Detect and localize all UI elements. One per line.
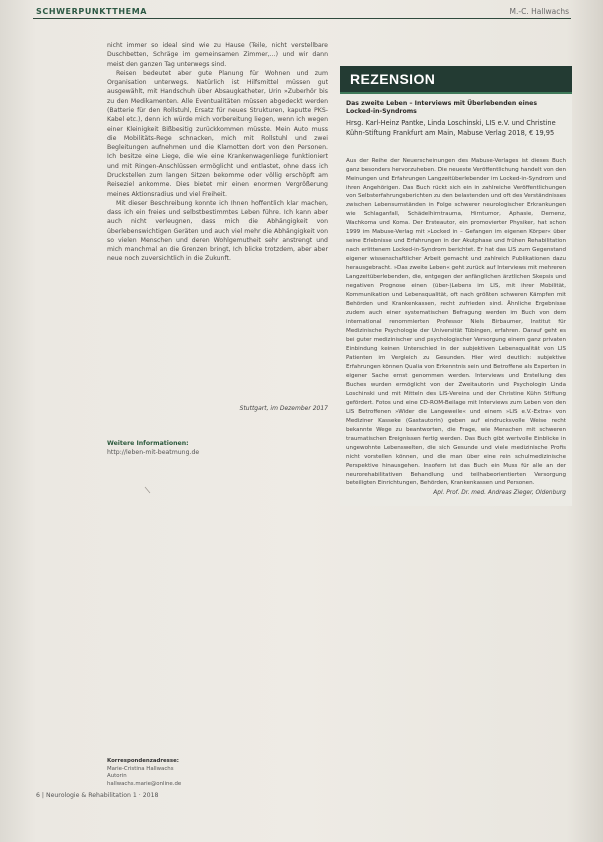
review-title: Das zweite Leben – Interviews mit Überlebenden eines Locked-in-Syndroms	[346, 100, 537, 116]
correspondence-line: Autorin	[107, 773, 127, 780]
correspondence-email[interactable]: hallwachs.marie@online.de	[107, 780, 182, 787]
review-signature: Apl. Prof. Dr. med. Andreas Zieger, Oldenburg	[433, 490, 566, 497]
scan-mark	[144, 486, 152, 494]
more-info-title: Weitere Informationen:	[107, 440, 189, 447]
more-info-block	[107, 439, 328, 457]
article-paragraph: nicht immer so ideal sind wie zu Hause (Teile, nicht verstellbare Duschbetten, Schräge im gemeinsamen Zimmer,...) und wir dann meist den ganzen Tag unterwegs sind.	[107, 42, 328, 68]
correspondence-line: Marie-Cristina Hallwachs	[107, 765, 174, 772]
article-column	[107, 41, 328, 264]
section-label: SCHWERPUNKTTHEMA	[36, 7, 148, 16]
place-date: Stuttgart, im Dezember 2017	[239, 405, 328, 412]
article-paragraph: Reisen bedeutet aber gute Planung für Wohnen und zum Organisation unterwegs. Natürlich ist Hilfsmittel müssen gut ausgewählt, mit Handschuh über Absaugkatheter, Urin »Zuberhör bis zu den Medikamenten. Alle Eventualitäten müssen abgedeckt werden (Batterie für den Rollstuhl, Ersatz für neues Strukturen, kaputte PKS-Kabel etc.), denn ich würde mich vorbereitung liegen, wenn ich wegen einer Kleinigkeit Bißbesitig zurückkommen müsste. Mein Auto muss die Mobilitäts-Rege schnacken, mich mit Rollstuhl und zwei Begleitungen aufnehmen und die Klamotten dort von den Personen. Ich besitze eine Liege, die wie eine Krankenwagenliege funktioniert und mit Ringen-Anschlüssen ermöglicht und entlastet, ohne dass ich Druckstellen zum langen Sitzen bekomme oder völlig erschöpft am Reiseziel ankomme. Dies bietet mir einen enormen Vergrößerung meines Aktionsradius und viel Freiheit.	[107, 69, 328, 198]
review-publication-info: Hrsg. Karl-Heinz Pantke, Linda Loschinski, LIS e.V. und Christine Kühn-Stiftung Frankfurt am Main, Mabuse Verlag 2018, € 19,95	[346, 119, 556, 137]
review-panel	[340, 66, 572, 506]
review-box	[340, 94, 572, 506]
more-info-link[interactable]: http://leben-mit-beatmung.de	[107, 449, 200, 456]
article-paragraph: Mit dieser Beschreibung konnte ich Ihnen hoffentlich klar machen, dass ich ein freies und selbstbestimmtes Leben führe. Ich kann aber auch nicht verleugnen, dass mich die Abhängigkeit von überlebenswichtigen Geräten und auch viel mehr die Abhängigkeit von so vielen Menschen und deren Wohlgemutheit sehr anstrengt und mich manchmal an die Grenzen bringt, Ich blicke trotzdem, aber aber neue noch zuversichtlich in die Zukunft.	[107, 199, 328, 263]
review-banner: REZENSION	[340, 66, 572, 94]
running-author: M.-C. Hallwachs	[509, 7, 569, 16]
correspondence-block	[107, 758, 307, 788]
correspondence-title: Korrespondenzadresse:	[107, 758, 179, 764]
header-divider	[33, 18, 571, 19]
page-footer: 6 | Neurologie & Rehabilitation 1 · 2018	[36, 792, 159, 799]
review-body: Aus der Reihe der Neuerscheinungen des Mabuse-Verlages ist dieses Buch ganz besonders hervorzuheben. Die neueste Veröffentlichung handelt von den Meinungen und Erfahrungen Langzeitüberlebender im Locked-in-Syndrom und ihren Angehörigen. Das Buch rückt sich ein in zahlreiche Veröffentlichungen von Selbsterfahrungsberichten zu den belastenden und oft des Verständnisses zwischen Lebensumständen in Folge schwerer neurologischer Erkrankungen wie Schlaganfall, Schädelhirntrauma, Hirntumor, Aphasie, Demenz, Wachkoma und Koma. Der Ersteautor, ein promovierter Physiker, hat schon 1999 im Mabuse-Verlag mit »Locked in – Gefangen im eigenen Körper« über seine Erlebnisse und Erfahrungen in der Akutphase und frühen Rehabilitation nach erlittenem Locked-in-Syndrom berichtet. Er hat das LIS zum Gegenstand eigener wissenschaftlicher Arbeit gemacht und zahlreich Publikationen dazu herausgebracht. »Das zweite Leben« geht zurück auf Interviews mit mehreren Langzeitüberlebenden, die, entgegen der anfänglichen ärztlichen Skepsis und negativen Prognose einen (über-)Lebens im LIS, mit ihrer Mobilität, Kommunikation und Lebensqualität, oft nach größten schweren Kämpfen mit Behörden und Krankenkassen, recht zufrieden sind. Ähnliche Ergebnisse zudem auch einer systematischen Befragung werden im Buch von dem international renommierten Professor Niels Birbaumer, Institut für Medizinische Psychologie der Universität Tübingen, erfahren. Darauf geht es bei guter medizinischer und psychologischer Versorgung einem ganz privaten Einbindung keinen Unterschied in der subjektiven Lebensqualität von LIS Patienten im Vergleich zu Gesunden. Hier wird deutlich: subjektive Erfahrungen können Qualia von Erkenntnis sein und Betroffene als Experten in eigener Sache ernst genommen werden. Interviews und Erstellung des Buches wurden ermöglicht von der Zweitautorin und Psychologin Linda Loschinski und mit Mitteln des LIS-Vereins und der Christine Kühn Stiftung gefördert. Fotos und eine CD-ROM-Beilage mit Interviews zum Leben von den LIS Betroffenen »Wider die Langeweile« und einem »LIS e.V.-Extra« von Mediziner Kasseke (Gastautorin) geben auf eindrucksvolle Weise recht bekannte Wege zu beantworten, die Frage, wie Menschen mit schweren traumatischen Ereignissen fertig werden. Das Buch gibt wertvolle Einblicke in ungewohnte Lebenswelten, die sich Gesunde und viele medizinische Profis nicht vorstellen können, und die man über eine rein schulmedizinische Perspektive hinausgehen. Insofern ist das Buch ein Muss für alle an der neurorehabilitativen Behandlung und teilhabeorientierten Versorgung beteiligten Einrichtungen, Behörden, Krankenkassen und Personen.	[346, 157, 566, 487]
